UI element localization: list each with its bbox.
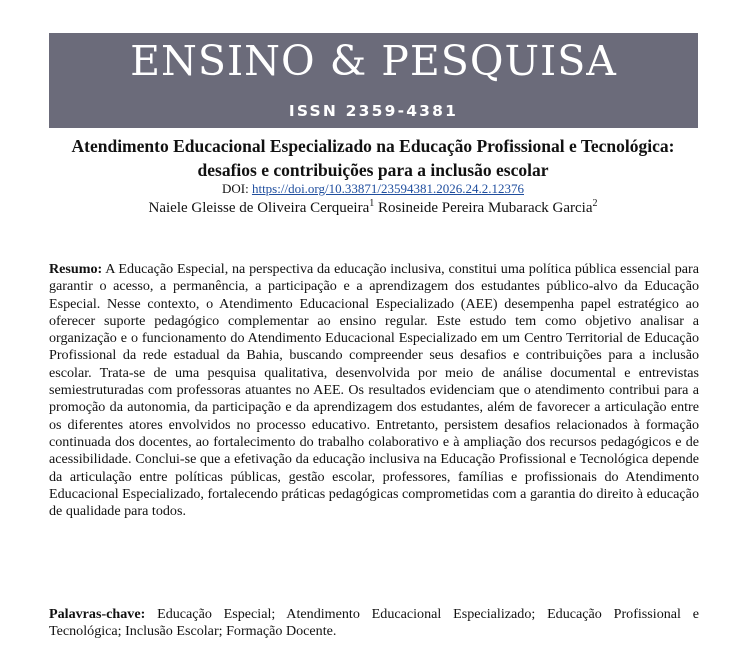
author-name: Rosineide Pereira Mubarack Garcia <box>378 200 593 216</box>
keywords-text: Educação Especial; Atendimento Educacional Especializado; Educação Profissional e Tecnológica; Inclusão Escolar; Formação Docente. <box>49 606 699 640</box>
doi-link[interactable]: https://doi.org/10.33871/23594381.2026.24.2.12376 <box>251 181 525 196</box>
doi-label: DOI: <box>221 181 252 196</box>
abstract <box>49 261 699 520</box>
journal-name: ENSINO & PESQUISA <box>130 37 617 85</box>
author-list <box>40 198 706 218</box>
doi-line <box>40 181 706 196</box>
abstract-text: A Educação Especial, na perspectiva da educação inclusiva, constitui uma política pública essencial para garantir o acesso, a permanência, a participação e a aprendizagem dos estudantes público-alvo da Educação Especial. Nesse contexto, o Atendimento Educacional Especializado (AEE) desempenha papel estratégico ao oferecer suporte pedagógico complementar ao ensino regular. Este estudo tem como objetivo analisar a organização e o funcionamento do Atendimento Educacional Especializado em um Centro Territorial de Educação Profissional da rede estadual da Bahia, buscando compreender seus desafios e contribuições para a inclusão escolar. Trata-se de uma pesquisa qualitativa, desenvolvida por meio de análise documental e entrevistas semiestruturadas com professoras atuantes no AEE. Os resultados evidenciam que o atendimento contribui para a promoção da autonomia, da participação e da aprendizagem dos estudantes, além de favorecer a articulação entre os diferentes atores envolvidos no processo educativo. Entretanto, persistem desafios relacionados à formação continuada dos docentes, ao fortalecimento do trabalho colaborativo e à ampliação dos recursos pedagógicos e de acessibilidade. Conclui-se que a efetivação da educação inclusiva na Educação Profissional e Tecnológica depende da articulação entre políticas públicas, gestão escolar, professores, famílias e profissionais do Atendimento Educacional Especializado, fortalecendo práticas pedagógicas comprometidas com a garantia do direito à educação de qualidade para todos. <box>49 261 699 520</box>
author-affiliation-mark: 1 <box>369 198 375 209</box>
author-name: Naiele Gleisse de Oliveira Cerqueira <box>148 200 370 216</box>
author-affiliation-mark: 2 <box>592 198 598 209</box>
journal-issn: ISSN 2359-4381 <box>288 102 459 120</box>
keywords-label: Palavras-chave: <box>49 606 146 622</box>
journal-banner <box>49 33 698 128</box>
abstract-label: Resumo: <box>49 261 103 277</box>
keywords <box>49 606 699 641</box>
article-title: Atendimento Educacional Especializado na Educação Profissional e Tecnológica: desafios e contribuições para a inclusão escolar <box>71 136 675 180</box>
